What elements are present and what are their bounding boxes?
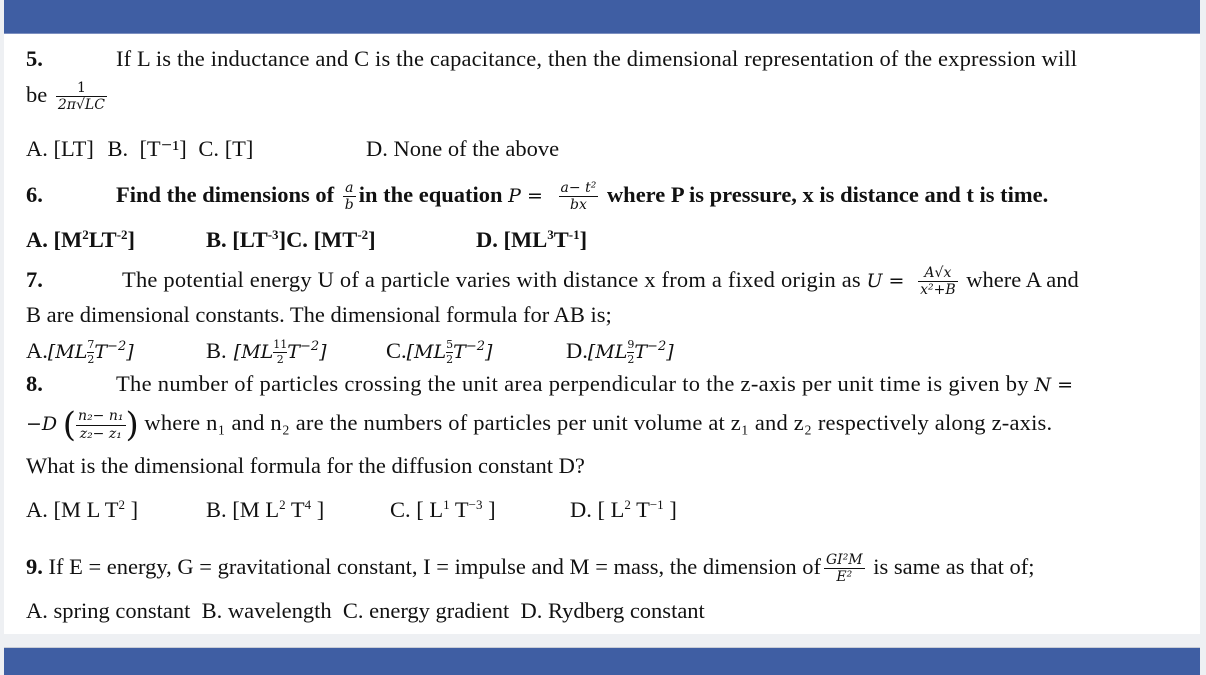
option-d[interactable]: D. Rydberg constant: [520, 598, 705, 623]
question-sheet: [4, 34, 1200, 634]
question-8-options: [26, 497, 677, 522]
option-b[interactable]: B. $[LT^{-3}]C$. $[MT^{-2}]$: [206, 227, 376, 252]
question-number: 7.: [26, 266, 43, 292]
option-a[interactable]: A. [M L $T^2$ ]: [26, 497, 139, 522]
option-a[interactable]: A. $[M^2LT^{-2}]$: [26, 227, 136, 252]
question-8-line1: [26, 373, 1073, 396]
question-text: The potential energy U of a particle varies with distance x from a fixed origin as: [122, 266, 861, 292]
header-band: [4, 0, 1200, 34]
equation-lhs: P =: [508, 184, 543, 207]
option-b[interactable]: B. wavelength: [201, 598, 332, 623]
equation-lhs: N =: [1034, 374, 1074, 396]
option-d[interactable]: D. $[ML^3T^{-1}]$: [476, 227, 588, 252]
option-c[interactable]: C.[ML $\frac{5}{2}$ $T^{-2}$]: [386, 338, 493, 366]
question-8-line2: −D ( $\frac{\text{n₂− n₁}}{\text{z₂− z₁}}$ ) where n₁ and n₂ are the numbers of particles per unit volume at z₁ and z₂ respectively along z-axis.: [26, 405, 1053, 445]
equation-lhs: U =: [866, 269, 905, 292]
expression-fraction: $\frac{\text{GI²M}}{\text{E²}}$: [825, 552, 863, 586]
question-text: If E = energy, G = gravitational constant, I = impulse and M = mass, the dimension of: [48, 553, 821, 579]
question-text: Find the dimensions of: [116, 181, 335, 207]
option-c[interactable]: C. [T]: [198, 136, 254, 161]
option-a[interactable]: A.[ML $\frac{7}{2}$ $T^{-2}$]: [26, 338, 134, 366]
option-d[interactable]: D. None of the above: [366, 136, 560, 161]
question-text: The number of particles crossing the unit area perpendicular to the z-axis per unit time is given by: [116, 371, 1029, 396]
option-a[interactable]: A. [LT]: [26, 136, 94, 161]
option-b[interactable]: B. [M $L^2$ $T^4$ ]: [206, 497, 325, 522]
question-text: where n₁ and n₂ are the numbers of particles per unit volume at z₁ and z₂ respectively along z-axis.: [144, 410, 1053, 436]
question-8-line3: What is the dimensional formula for the diffusion constant D?: [26, 453, 585, 478]
footer-band: [4, 647, 1200, 675]
option-b[interactable]: B. [ML $\frac{11}{2}$ $T^{-2}$]: [206, 338, 327, 366]
ratio-fraction: $\frac{a}{b}$: [344, 180, 354, 214]
question-7-line2: B are dimensional constants. The dimensional formula for AB is;: [26, 302, 612, 327]
question-text: is same as that of;: [873, 553, 1035, 579]
question-9-options: [26, 600, 705, 623]
equation-fraction: $\frac{A√x}{\text{x²+B}}$: [920, 265, 956, 299]
question-text: be: [26, 81, 48, 107]
question-number: 5.: [26, 46, 43, 71]
question-text: where P is pressure, x is distance and t is time.: [606, 181, 1049, 207]
question-5-line2: [26, 80, 110, 113]
equation-fraction: $\frac{\text{a− t²}}{bx}$: [560, 180, 597, 214]
option-c[interactable]: C. [ $L^1$ $T^{-3}$ ]: [390, 497, 496, 522]
option-d[interactable]: D. [ $L^2$ $T^{-1}$ ]: [570, 497, 677, 522]
question-5-line1: [26, 48, 1077, 71]
question-number: 6.: [26, 181, 43, 207]
question-number: 9.: [26, 553, 43, 579]
option-b[interactable]: B. [T⁻¹]: [107, 136, 187, 161]
option-d[interactable]: D.[ML $\frac{9}{2}$ $T^{-2}$]: [566, 338, 674, 366]
fraction-numerator: 1: [76, 80, 86, 96]
question-text: If L is the inductance and C is the capacitance, then the dimensional representation of the expression will: [116, 46, 1078, 71]
option-c[interactable]: C. energy gradient: [342, 598, 510, 623]
question-9-line1: [26, 552, 1035, 585]
question-6-options: [26, 227, 588, 252]
question-6-line1: [26, 180, 1048, 213]
equation-prefix: −D: [26, 413, 58, 436]
option-a[interactable]: A. spring constant: [26, 598, 191, 623]
question-5-options: [26, 136, 560, 161]
question-text: in the equation: [358, 181, 503, 207]
expression-fraction: [56, 80, 107, 113]
fraction-denominator: 2π√LC: [57, 97, 105, 114]
question-text: where A and: [966, 266, 1079, 292]
question-7-line1: [26, 265, 1079, 298]
question-7-options: [26, 338, 674, 366]
equation-fraction: $\frac{\text{n₂− n₁}}{\text{z₂− z₁}}$: [78, 408, 124, 442]
question-number: 8.: [26, 371, 43, 396]
